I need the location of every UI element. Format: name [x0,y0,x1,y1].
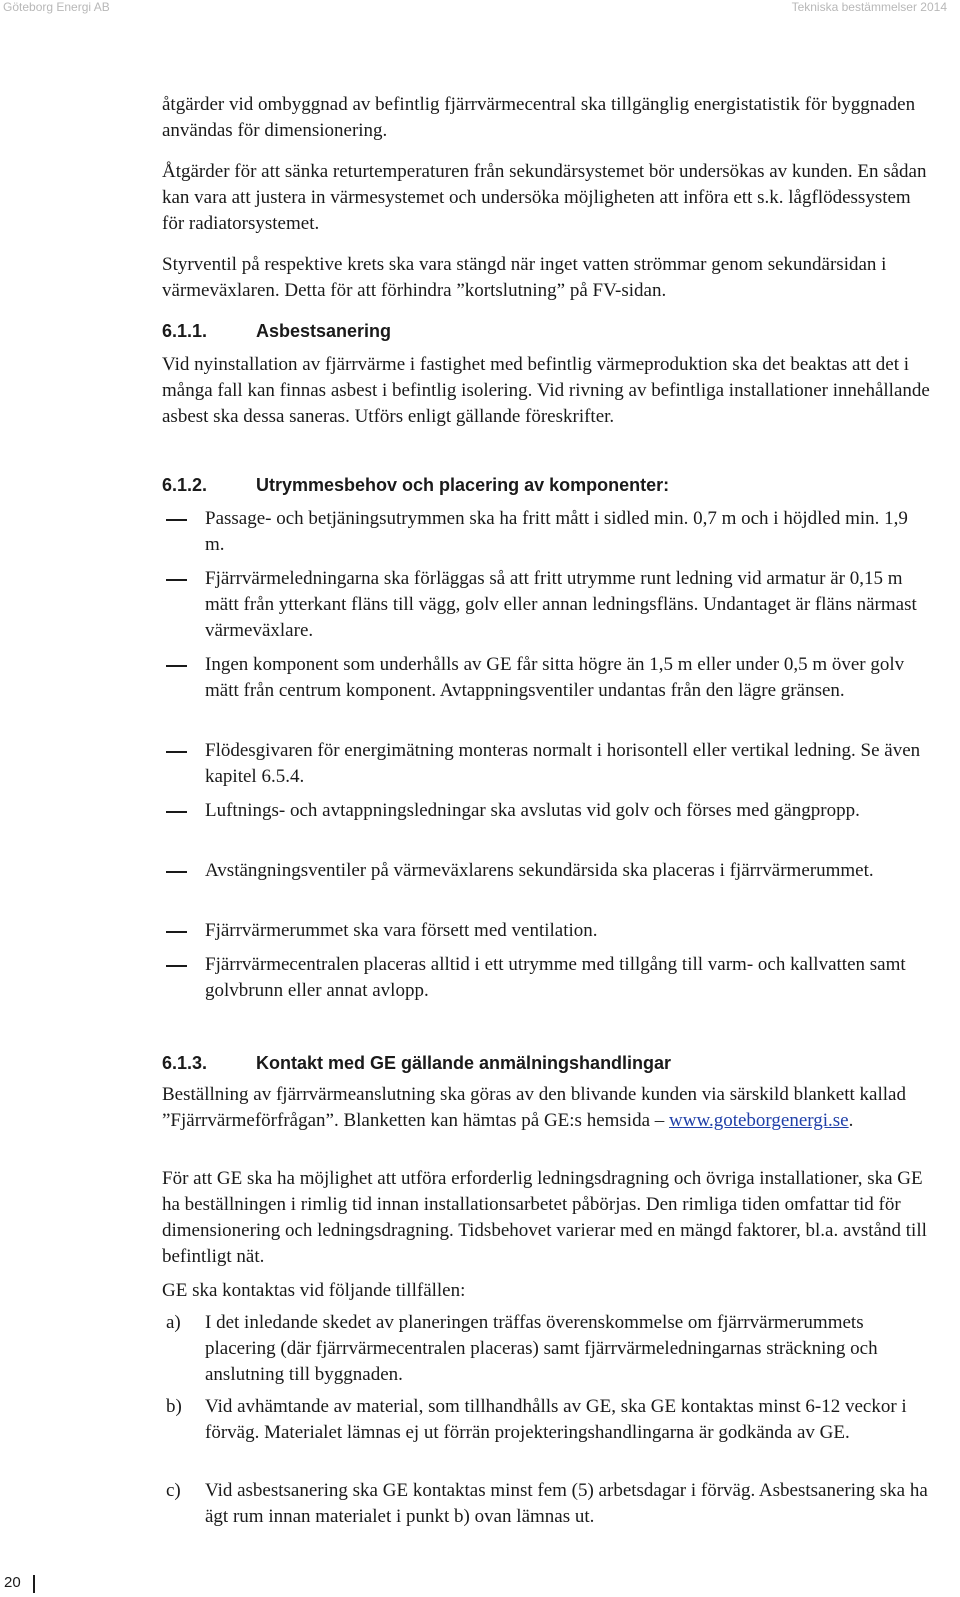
section-number: 6.1.1. [162,321,208,341]
list-item-label: a) [166,1312,181,1333]
section-number: 6.1.3. [162,1053,208,1073]
section-title: Utrymmesbehov och placering av komponenter: [256,475,670,495]
list-item [162,1310,932,1388]
list-item-text: Passage- och betjäningsutrymmen ska ha fritt mått i sidled min. 0,7 m och i höjdled min. 1,9 m. [205,508,908,555]
header-document-title: Tekniska bestämmelser 2014 [791,0,947,14]
section-heading-6-1-1 [162,320,932,342]
intro-paragraph-2: Åtgärder för att sänka returtemperaturen från sekundärsystemet bör undersökas av kunden. En sådan kan vara att justera in värmesystemet och undersöka möjligheten att införa ett s.k. lågflödessystem för radiatorsystemet. [162,161,927,234]
intro-paragraph-3: Styrventil på respektive krets ska vara stängd när inget vatten strömmar genom sekundärsidan i värmeväxlaren. Detta för att förhindra ”kortslutning” på FV-sidan. [162,254,887,301]
list-item [162,566,932,644]
list-item [162,858,932,884]
list-item [162,1394,932,1446]
page-number-divider [33,1575,35,1593]
list-item-text: Fjärrvärmecentralen placeras alltid i ett utrymme med tillgång till varm- och kallvatten samt golvbrunn eller annat avlopp. [205,954,906,1001]
website-link[interactable]: www.goteborgenergi.se [669,1110,849,1131]
list-item [162,798,932,824]
list-item-text: Fjärrvärmerummet ska vara försett med ventilation. [205,920,598,941]
page-number: 20 [4,1574,21,1591]
section-6-1-3-paragraph-3: GE ska kontaktas vid följande tillfällen: [162,1280,466,1301]
list-item [162,952,932,1004]
list-item [162,652,932,704]
list-item [162,738,932,790]
list-item [162,506,932,558]
list-item-text: Avstängningsventiler på värmeväxlarens sekundärsida ska placeras i fjärrvärmerummet. [205,860,874,881]
list-item-text: Ingen komponent som underhålls av GE får sitta högre än 1,5 m eller under 0,5 m över golv mätt från centrum komponent. Avtappningsventiler undantas från den lägre gränsen. [205,654,905,701]
list-item-text: Vid avhämtande av material, som tillhandhålls av GE, ska GE kontaktas minst 6-12 veckor i förväg. Materialet lämnas ej ut förrän projekteringshandlingarna är godkända av GE. [205,1396,907,1443]
section-6-1-1-body: Vid nyinstallation av fjärrvärme i fastighet med befintlig värmeproduktion ska det beaktas att det i många fall kan finnas asbest i befintlig isolering. Vid rivning av befintliga installationer innehållande asbest ska dessa saneras. Utförs enligt gällande föreskrifter. [162,354,930,427]
section-6-1-3-paragraph-2: För att GE ska ha möjlighet att utföra erforderlig ledningsdragning och övriga installationer, ska GE ha beställningen i rimlig tid innan installationsarbetet påbörjas. Den rimliga tiden omfattar tid för dimensionering och ledningsdragning. Tidsbehovet varierar med en mängd faktorer, bl.a. avstånd till befintligt nät. [162,1168,927,1267]
list-item [162,918,932,944]
list-item-label: c) [166,1480,181,1501]
list-item-text: Luftnings- och avtappningsledningar ska avslutas vid golv och förses med gängpropp. [205,800,860,821]
list-item [162,1478,932,1530]
section-number: 6.1.2. [162,475,208,495]
header-company: Göteborg Energi AB [3,0,110,14]
section-heading-6-1-2 [162,474,932,496]
list-item-text: Flödesgivaren för energimätning monteras normalt i horisontell eller vertikal ledning. Se även kapitel 6.5.4. [205,740,921,787]
list-item-label: b) [166,1396,182,1417]
paragraph-text: Beställning av fjärrvärmeanslutning ska göras av den blivande kunden via särskild blankett kallad ”Fjärrvärmeförfrågan”. Blanketten kan hämtas på GE:s hemsida – [162,1084,906,1131]
section-title: Asbestsanering [256,321,392,341]
list-item-text: Fjärrvärmeledningarna ska förläggas så att fritt utrymme runt ledning vid armatur är 0,15 m mätt från ytterkant fläns till vägg, golv eller annan ledningsfläns. Undantaget är fläns närmast värmeväxlare. [205,568,917,641]
section-6-1-3-paragraph-1 [162,1082,932,1134]
list-item-text: Vid asbestsanering ska GE kontaktas minst fem (5) arbetsdagar i förväg. Asbestsanering ska ha ägt rum innan materialet i punkt b) ovan lämnas ut. [205,1480,928,1527]
section-title: Kontakt med GE gällande anmälningshandlingar [256,1053,672,1073]
list-item-text: I det inledande skedet av planeringen träffas överenskommelse om fjärrvärmerummets placering (där fjärrvärmecentralen placeras) samt fjärrvärmeledningarnas sträckning och anslutning till byggnaden. [205,1312,878,1385]
paragraph-text: . [848,1110,854,1131]
intro-paragraph-1: åtgärder vid ombyggnad av befintlig fjärrvärmecentral ska tillgänglig energistatistik för byggnaden användas för dimensionering. [162,94,916,141]
section-heading-6-1-3 [162,1052,932,1074]
